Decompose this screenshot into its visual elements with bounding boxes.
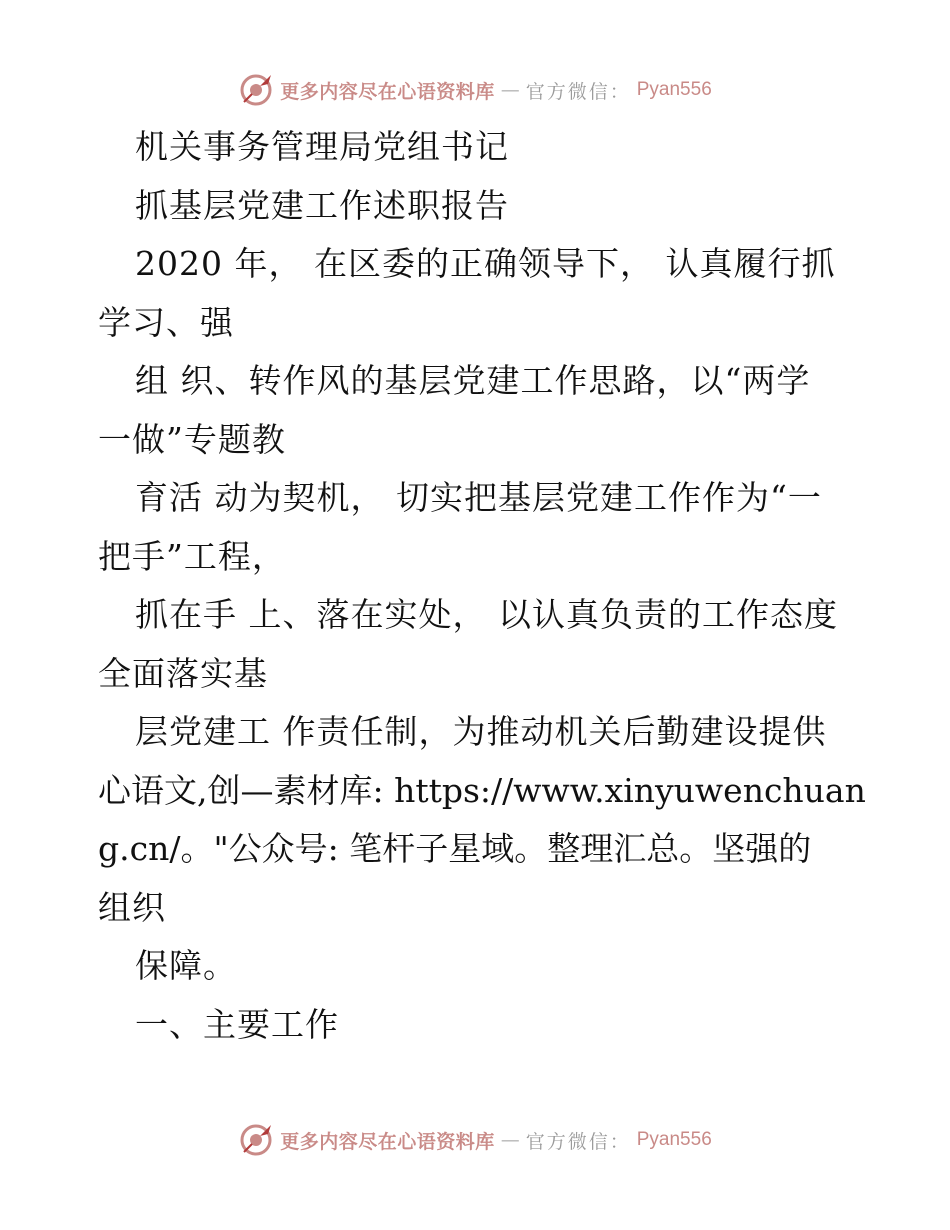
- document-body: [98, 118, 866, 1054]
- paragraph-line: 心语文,创—素材库: https://www.xinyuwenchuan: [98, 770, 866, 810]
- watermark-banner-top: [0, 70, 950, 110]
- paragraph-line: 把手”工程，: [98, 536, 286, 576]
- paragraph-line: 组 织、转作风的基层党建工作思路，以“两学: [135, 361, 811, 400]
- paragraph-line: 学习、强: [98, 302, 234, 342]
- banner-main-text: 更多内容尽在心语资料库: [280, 1130, 495, 1153]
- quill-seal-icon: [238, 1122, 274, 1158]
- doc-title-line-2: 抓基层党建工作述职报告: [135, 185, 509, 225]
- doc-title-line-1: 机关事务管理局党组书记: [135, 127, 509, 166]
- paragraph-line: 保障。: [135, 946, 237, 985]
- paragraph-line: 组织: [98, 887, 166, 927]
- paragraph-line: 2020 年， 在区委的正确领导下， 认真履行抓: [135, 244, 836, 283]
- watermark-banner-bottom: [0, 1120, 950, 1160]
- banner-wechat-id: Pyan556: [636, 1129, 712, 1150]
- paragraph-line: 抓在手 上、落在实处， 以认真负责的工作态度: [135, 595, 838, 634]
- banner-sub-text: 官方微信：: [525, 80, 631, 103]
- paragraph-line: 全面落实基: [98, 653, 268, 693]
- banner-wechat-id: Pyan556: [636, 79, 712, 100]
- paragraph-line: 一做”专题教: [98, 419, 286, 459]
- paragraph-line: 育活 动为契机， 切实把基层党建工作作为“一: [135, 478, 822, 517]
- banner-dash: —: [500, 1129, 520, 1151]
- banner-main-text: 更多内容尽在心语资料库: [280, 80, 495, 103]
- paragraph-line: g.cn/。"公众号: 笔杆子星域。整理汇总。坚强的: [98, 829, 812, 868]
- paragraph-line: 层党建工 作责任制，为推动机关后勤建设提供: [135, 712, 827, 751]
- banner-sub-text: 官方微信：: [525, 1130, 631, 1153]
- section-heading: 一、主要工作: [135, 1004, 339, 1044]
- quill-seal-icon: [238, 72, 274, 108]
- banner-dash: —: [500, 79, 520, 101]
